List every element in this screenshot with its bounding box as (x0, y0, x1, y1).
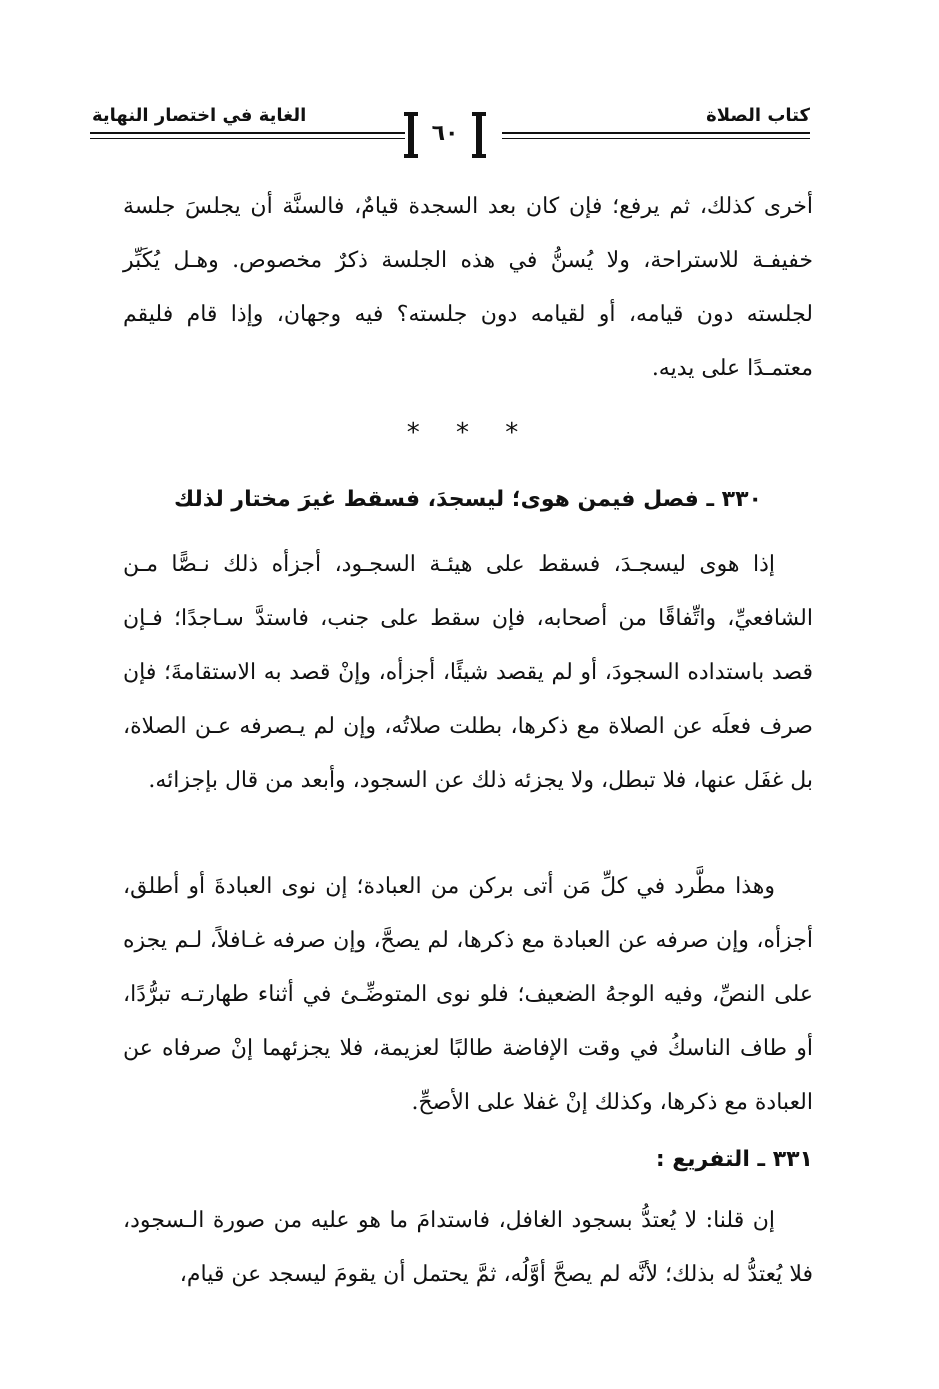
running-header (90, 102, 810, 162)
paragraph-text: وهذا مطَّرد في كلِّ مَن أتى بركن من العبادة؛ إن نوى العبادةَ أو أطلق، أجزأه، وإن صرفه عن العبادة مع ذكرها، لم يصحَّ، وإن صرفه غـافلاً، لـم يجزه على النصِّ، وفيه الوجهُ الضعيف؛ فلو نوى المتوضِّـئ في أثناء طهارتـه تبرُّدًا، أو طاف الناسكُ في وقت الإفاضة طالبًا لعزيمة، فلا يجزئهما إنْ صرفاه عن العبادة مع ذكرها، وكذلك إنْ غفلا على الأصحِّ. (123, 874, 814, 1115)
header-rule-thin (502, 138, 810, 139)
book-title: الغاية في اختصار النهاية (92, 105, 307, 126)
section-330-paragraph-2 (123, 860, 813, 1130)
page-number-frame (408, 112, 482, 158)
section-heading-330: ٣٣٠ ـ فصل فيمن هوى؛ ليسجدَ، فسقط غيرَ مختار لذلك (174, 487, 762, 512)
paragraph-text: إذا هوى ليسجـدَ، فسقط على هيئـة السجـود، أجزأه ذلك نـصًّا مـن الشافعيِّ، واتِّفاقًا من أصحابه، فإن سقط على جنب، فاستدَّ سـاجدًا؛ فـإن قصد باستداده السجودَ، أو لم يقصد شيئًا، أجزأه، وإنْ قصد به الاستقامةَ؛ فإن صرف فعلَه عن الصلاة مع ذكرها، بطلت صلاتُه، وإن لم يـصرفه عـن الصلاة، بل غفَل عنها، فلا تبطل، ولا يجزئه ذلك عن السجود، وأبعد من قال بإجزائه. (123, 552, 813, 793)
section-separator: * * * (406, 418, 533, 448)
header-rule (90, 132, 405, 134)
frame-bracket-left (408, 112, 414, 158)
section-331-paragraph-1 (123, 1194, 813, 1302)
continuation-paragraph (123, 180, 813, 396)
section-heading-331: ٣٣١ ـ التفريع : (655, 1147, 813, 1172)
page-number: ٦٠ (431, 121, 459, 146)
paragraph-text: إن قلنا: لا يُعتدُّ بسجود الغافل، فاستدامَ ما هو عليه من صورة الـسجود، فلا يُعتدُّ له بذلك؛ لأنَّه لم يصحَّ أوَّلُه، ثمَّ يحتمل أن يقومَ ليسجد عن قيام، (123, 1208, 813, 1287)
section-330-paragraph-1 (123, 538, 813, 808)
header-rule (502, 132, 810, 134)
chapter-title: كتاب الصلاة (706, 105, 810, 126)
frame-bracket-right (476, 112, 482, 158)
header-rule-thin (90, 138, 405, 139)
paragraph-text: أخرى كذلك، ثم يرفع؛ فإن كان بعد السجدة قيامٌ، فالسنَّة أن يجلسَ جلسة خفيفـة للاستراحة، ولا يُسنُّ في هذه الجلسة ذكرٌ مخصوص. وهـل يُكَبِّر لجلسته دون قيامه، أو لقيامه دون جلسته؟ فيه وجهان، وإذا قام فليقم معتمـدًا على يديه. (123, 194, 813, 381)
